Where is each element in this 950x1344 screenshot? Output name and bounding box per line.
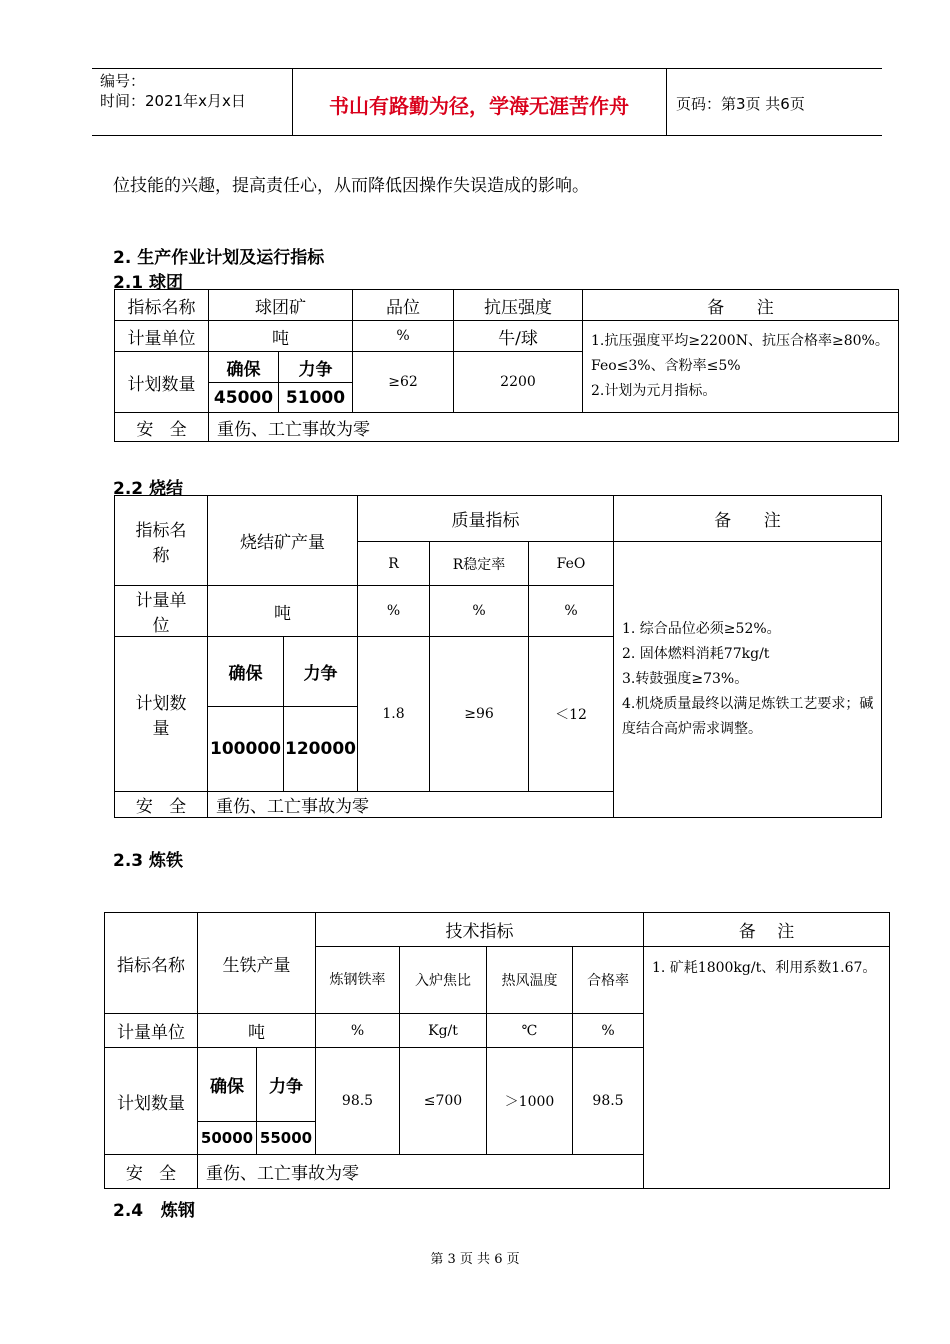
section-2-4-title: 2.4 炼钢 [113, 1201, 195, 1221]
section-2-3-title: 2.3 炼铁 [113, 851, 184, 871]
pellet-unit-grade: % [353, 321, 454, 352]
sinter-quality-label: 质量指标 [358, 496, 614, 542]
iron-col-steel-rate [316, 947, 400, 1014]
pellet-safety-label: 安 全 [115, 413, 209, 442]
iron-tech-label: 技术指标 [316, 913, 644, 947]
iron-strive-value: 55000 [257, 1122, 316, 1155]
pellet-plan-label: 计划数量 [115, 352, 209, 413]
iron-unit-label: 计量单位 [105, 1014, 198, 1048]
sinter-note-3: 3.转鼓强度≥73%。 [622, 671, 749, 687]
iron-unit-blast-temp: ℃ [487, 1014, 573, 1048]
iron-output-label: 生铁产量 [198, 913, 316, 1014]
sinter-note-1: 1. 综合品位必须≥52%。 [622, 621, 781, 637]
sinter-ensure-label: 确保 [208, 637, 284, 707]
pellet-table [114, 289, 899, 442]
sinter-unit-r: % [358, 586, 430, 637]
header-page-label: 页码：第3页 共6页 [676, 95, 805, 113]
sinter-unit-label [115, 586, 208, 637]
iron-ensure-value: 50000 [198, 1122, 257, 1155]
iron-unit-pass-rate: % [573, 1014, 644, 1048]
section-2-title: 2. 生产作业计划及运行指标 [113, 248, 325, 268]
pellet-unit-strength: 牛/球 [454, 321, 583, 352]
pellet-header-name: 指标名称 [115, 290, 209, 321]
iron-notes [644, 947, 890, 1189]
ironmaking-table [104, 912, 890, 1189]
sinter-table [114, 495, 882, 818]
pellet-unit-label: 计量单位 [115, 321, 209, 352]
sinter-unit-r-stability: % [430, 586, 529, 637]
pellet-note-2: 2.计划为元月指标。 [591, 383, 717, 399]
sinter-col-feo: FeO [529, 542, 614, 586]
iron-unit-coke-ratio: Kg/t [400, 1014, 487, 1048]
sinter-r-value: 1.8 [358, 637, 430, 792]
iron-col-coke-ratio: 入炉焦比 [400, 947, 487, 1014]
iron-safety-label: 安 全 [105, 1155, 198, 1189]
iron-safety-value: 重伤、工亡事故为零 [198, 1155, 890, 1189]
sinter-strive-value: 120000 [284, 707, 358, 792]
sinter-notes [614, 542, 882, 818]
iron-remark-label: 备 注 [644, 913, 890, 947]
header-code: 编号： [100, 72, 146, 90]
sinter-name-text: 指标名称 [135, 520, 187, 566]
pellet-header-product: 球团矿 [209, 290, 353, 321]
sinter-unit-feo: % [529, 586, 614, 637]
iron-unit-output: 吨 [198, 1014, 316, 1048]
header-divider-2 [666, 68, 667, 135]
sinter-r-stability-value: ≥96 [430, 637, 529, 792]
sinter-note-2: 2. 固体燃料消耗77kg/t [622, 646, 770, 662]
pellet-unit-product: 吨 [209, 321, 353, 352]
sinter-plan-label [115, 637, 208, 792]
sinter-safety-label: 安 全 [115, 792, 208, 818]
pellet-strive-value: 51000 [279, 383, 353, 413]
sinter-safety-value: 重伤、工亡事故为零 [208, 792, 882, 818]
sinter-ensure-value: 100000 [208, 707, 284, 792]
header-bottom-rule [92, 135, 882, 136]
iron-unit-steel-rate: % [316, 1014, 400, 1048]
iron-col-pass-rate: 合格率 [573, 947, 644, 1014]
header-motto: 书山有路勤为径，学海无涯苦作舟 [329, 94, 629, 118]
iron-name-label: 指标名称 [105, 913, 198, 1014]
sinter-output-label: 烧结矿产量 [208, 496, 358, 586]
pellet-grade-value: ≥62 [353, 352, 454, 413]
pellet-notes [583, 321, 899, 413]
pellet-header-remark: 备 注 [583, 290, 899, 321]
iron-note-1: 1. 矿耗1800kg/t、利用系数1.67。 [652, 960, 877, 976]
sinter-remark-label: 备 注 [614, 496, 882, 542]
pellet-ensure-label: 确保 [209, 352, 279, 383]
iron-coke-ratio-value: ≤700 [400, 1048, 487, 1155]
pellet-note-1: 1.抗压强度平均≥2200N、抗压合格率≥80%。Feo≤3%、含粉率≤5% [591, 333, 889, 374]
pellet-strive-label: 力争 [279, 352, 353, 383]
iron-col-blast-temp: 热风温度 [487, 947, 573, 1014]
pellet-header-strength: 抗压强度 [454, 290, 583, 321]
pellet-header-grade: 品位 [353, 290, 454, 321]
sinter-col-r: R [358, 542, 430, 586]
iron-ensure-label: 确保 [198, 1048, 257, 1122]
iron-steel-rate-value: 98.5 [316, 1048, 400, 1155]
sinter-plan-text: 计划数量 [135, 694, 187, 739]
pellet-ensure-value: 45000 [209, 383, 279, 413]
sinter-strive-label: 力争 [284, 637, 358, 707]
header-top-rule [92, 68, 882, 69]
sinter-col-r-stability: R稳定率 [430, 542, 529, 586]
page-footer: 第 3 页 共 6 页 [430, 1252, 520, 1267]
section-2-2-title: 2.2 烧结 [113, 479, 184, 499]
header-time: 时间：2021年x月x日 [100, 92, 246, 110]
iron-plan-label: 计划数量 [105, 1048, 198, 1155]
sinter-feo-value: ＜12 [529, 637, 614, 792]
sinter-name-label [115, 496, 208, 586]
iron-pass-rate-value: 98.5 [573, 1048, 644, 1155]
iron-strive-label: 力争 [257, 1048, 316, 1122]
iron-col-steel-rate-text: 炼钢铁率 [329, 972, 386, 988]
sinter-unit-output: 吨 [208, 586, 358, 637]
pellet-strength-value: 2200 [454, 352, 583, 413]
section-2-1-title: 2.1 球团 [113, 273, 184, 293]
iron-blast-temp-value: ＞1000 [487, 1048, 573, 1155]
sinter-unit-text: 计量单位 [135, 591, 187, 636]
sinter-note-4: 4.机烧质量最终以满足炼铁工艺要求；碱度结合高炉需求调整。 [622, 696, 874, 737]
pellet-safety-value: 重伤、工亡事故为零 [209, 413, 899, 442]
intro-text: 位技能的兴趣，提高责任心，从而降低因操作失误造成的影响。 [113, 176, 589, 196]
